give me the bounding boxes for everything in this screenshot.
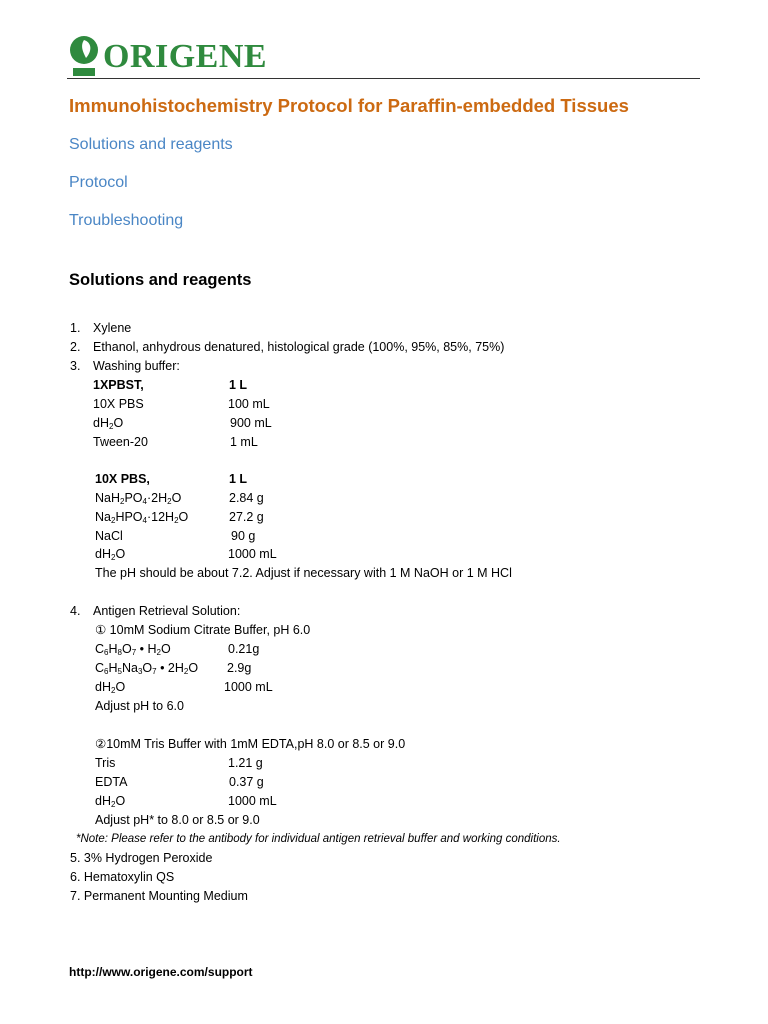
reagent-amount: 2.9g — [227, 661, 252, 675]
brand-name: ORIGENE — [103, 38, 268, 75]
reagent-name: $dH_2O$ — [95, 794, 126, 809]
recipe-note: The pH should be about 7.2. Adjust if necessary with 1 M NaOH or 1 M HCl — [95, 566, 512, 580]
reagent-name: 10X PBS — [93, 397, 144, 411]
page-title: Immunohistochemistry Protocol for Paraffin-embedded Tissues — [69, 95, 629, 116]
reagent-name: $C_6H_5Na_3O_7$ • $2H_2O$ — [95, 661, 199, 676]
reagent-amount: 1000 mL — [224, 680, 273, 694]
reagent-amount: 90 g — [231, 529, 256, 543]
reagent-name: $C_6H_8O_7$ • $H_2O$ — [95, 642, 171, 657]
recipe-adjust: Adjust pH to 6.0 — [95, 699, 184, 713]
reagent-name: $NaH_2PO_4\cdot 2H_2O$ — [95, 491, 182, 506]
list-number: 2. — [70, 340, 81, 354]
toc-link-troubleshooting[interactable]: Troubleshooting — [69, 212, 184, 229]
reagent-amount: 0.21g — [228, 642, 260, 656]
reagent-name: $dH_2O$ — [93, 416, 124, 431]
reagent-amount: 1 mL — [230, 435, 258, 449]
footer-url-link[interactable]: http://www.origene.com/support — [69, 965, 253, 979]
recipe-title-amount: 1 L — [229, 378, 248, 392]
list-item: Washing buffer: — [93, 359, 180, 373]
list-number: 1. — [70, 321, 81, 335]
reagent-amount: 1.21 g — [228, 756, 263, 770]
list-item: 6. Hematoxylin QS — [70, 870, 175, 884]
recipe-adjust: Adjust pH* to 8.0 or 8.5 or 9.0 — [95, 813, 260, 827]
reagent-amount: 1000 mL — [228, 547, 277, 561]
section-heading: Solutions and reagents — [69, 271, 252, 289]
list-item: 5. 3% Hydrogen Peroxide — [70, 851, 213, 865]
header-divider — [67, 78, 700, 79]
reagent-name: $dH_2O$ — [95, 680, 126, 695]
reagent-amount: 2.84 g — [229, 491, 264, 505]
reagent-name: EDTA — [95, 775, 128, 789]
recipe-title: 1XPBST, — [93, 378, 144, 392]
toc-link-solutions[interactable]: Solutions and reagents — [69, 136, 233, 153]
list-item: Xylene — [93, 321, 132, 335]
origene-logo — [67, 34, 287, 78]
list-number: 4. — [70, 604, 81, 618]
reagent-amount: 0.37 g — [229, 775, 264, 789]
reagent-amount: 1000 mL — [228, 794, 277, 808]
list-item: Ethanol, anhydrous denatured, histological grade (100%, 95%, 85%, 75%) — [93, 340, 505, 354]
recipe-title-amount: 1 L — [229, 472, 248, 486]
origene-leaf-icon — [67, 34, 101, 78]
recipe-title: 10X PBS, — [95, 472, 150, 486]
reagent-name: NaCl — [95, 529, 123, 543]
reagent-amount: 900 mL — [230, 416, 272, 430]
reagent-name: Tris — [95, 756, 116, 770]
reagent-name: $Na_2HPO_4\cdot 12H_2O$ — [95, 510, 189, 525]
reagent-name: Tween-20 — [93, 435, 148, 449]
recipe-title: ① 10mM Sodium Citrate Buffer, pH 6.0 — [95, 623, 311, 637]
list-item: 7. Permanent Mounting Medium — [70, 889, 248, 903]
list-number: 3. — [70, 359, 81, 373]
reagent-amount: 27.2 g — [229, 510, 264, 524]
toc-link-protocol[interactable]: Protocol — [69, 174, 128, 191]
footnote: *Note: Please refer to the antibody for individual antigen retrieval buffer and working conditions. — [76, 833, 561, 845]
reagent-name: $dH_2O$ — [95, 547, 126, 562]
reagent-amount: 100 mL — [228, 397, 270, 411]
recipe-title: ②10mM Tris Buffer with 1mM EDTA,pH 8.0 or 8.5 or 9.0 — [95, 737, 406, 751]
list-item: Antigen Retrieval Solution: — [93, 604, 241, 618]
